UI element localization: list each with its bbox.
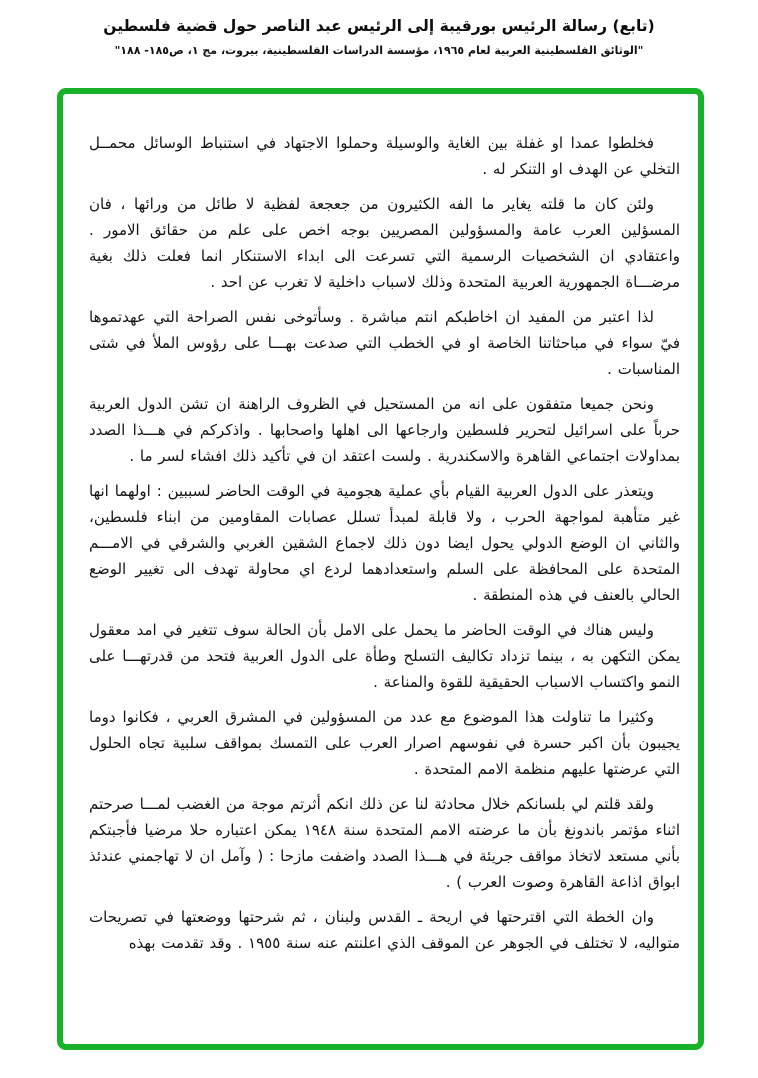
page-title: (تابع) رسالة الرئيس بورقيبة إلى الرئيس عبد الناصر حول قضية فلسطين xyxy=(103,17,655,35)
letter-paragraph: وليس هناك في الوقت الحاضر ما يحمل على الامل بأن الحالة سوف تتغير في امد معقول يمكن التكهن به ، بينما تزداد تكاليف التسلح وطأة على الدول العربية فتحد من قدرتهـــا على النمو واكتساب الاسباب الحقيقية للقوة والمناعة . xyxy=(89,621,680,691)
letter-paragraph: وكثيرا ما تناولت هذا الموضوع مع عدد من المسؤولين في المشرق العربي ، فكانوا دوما يجيبون بأن اكبر حسرة في نفوسهم اصرار العرب على التمسك بمواقف سلبية تجاه الحلول التي عرضتها عليهم منظمة الامم المتحدة . xyxy=(89,708,680,778)
letter-paragraph: ونحن جميعا متفقون على انه من المستحيل في الظروف الراهنة ان تشن الدول العربية حرباً على اسرائيل لتحرير فلسطين وارجاعها الى اهلها واصحابها . واذكركم في هـــذا الصدد بمداولات اجتماعي القاهرة والاسكندرية . ولست اعتقد ان في تأكيد ذلك افشاء لسر ما . xyxy=(89,395,680,465)
letter-paragraph: وان الخطة التي اقترحتها في اريحة ـ القدس ولبنان ، ثم شرحتها ووضعتها في تصريحات متواليه، لا تختلف في الجوهر عن الموقف الذي اعلنتم عنه سنة ١٩٥٥ . وقد تقدمت بهذه xyxy=(89,908,680,952)
letter-paragraph: ولقد قلتم لي بلسانكم خلال محادثة لنا عن ذلك انكم أثرتم موجة من الغضب لمـــا صرحتم اثناء مؤتمر باندونغ بأن ما عرضته الامم المتحدة سنة ١٩٤٨ يمكن اعتباره حلا مرضيا فأجبتكم بأني مستعد لاتخاذ مواقف جريئة في هـــذا الصدد واضفت مازحا : ( وآمل ان لا تهاجمني عندئذ ابواق اذاعة القاهرة وصوت العرب ) . xyxy=(89,795,680,891)
source-citation: "الوثائق الفلسطينية العربية لعام ١٩٦٥، مؤسسة الدراسات الفلسطينية، بيروت، مج ١، ص١٨٥- ١٨٨" xyxy=(114,44,644,57)
letter-paragraph: لذا اعتبر من المفيد ان اخاطبكم انتم مباشرة . وسأتوخى نفس الصراحة التي عهدتموها فيّ سواء في مباحثاتنا الخاصة او في الخطب التي صدعت بهـــا على رؤوس الملأ في شتى المناسبات . xyxy=(89,308,680,378)
letter-paragraph: ولئن كان ما قلته يغاير ما الفه الكثيرون من جعجعة لفظية لا طائل من ورائها ، فان المسؤلين العرب عامة والمسؤولين المصريين بوجه اخص على علم من حقائق الامور . واعتقادي ان الشخصيات الرسمية التي تسرعت الى ابداء الاستنكار انما فعلت ذلك بغية مرضـــاة الجمهورية العربية المتحدة وذلك لاسباب داخلية لا تغرب عن احد . xyxy=(89,195,680,291)
letter-body xyxy=(63,94,698,1044)
document-header xyxy=(0,14,758,60)
letter-paragraph: فخلطوا عمدا او غفلة بين الغاية والوسيلة وحملوا الاجتهاد في استنباط الوسائل محمــل التخلي عن الهدف او التنكر له . xyxy=(89,134,680,178)
letter-paragraph: ويتعذر على الدول العربية القيام بأي عملية هجومية في الوقت الحاضر لسببين : اولهما انها غير متأهبة لمواجهة الحرب ، ولا قابلة لمبدأ تسلل عصابات المقاومين من ابناء فلسطين، والثاني ان الوضع الدولي يحول ايضا دون ذلك لاجماع الشقين الغربي والشرقي في الامـــم المتحدة على المحافظة على السلم واستعدادهما لردع اي محاولة تهدف الى تغيير الوضع الحالي بالعنف في هذه المنطقة . xyxy=(89,482,680,604)
